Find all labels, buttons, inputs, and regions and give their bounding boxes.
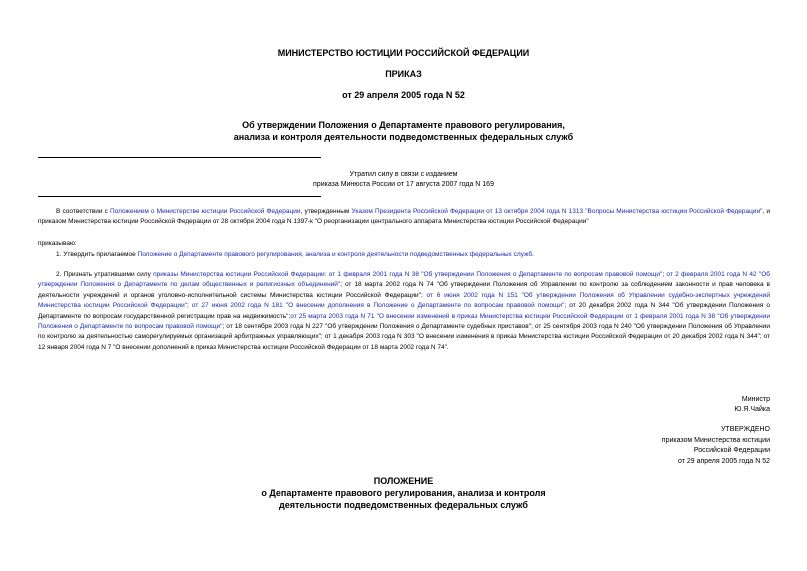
item2-text-5: ; от 20 декабря 2002 года N 344 "Об утверждении Положения о Департаменте по вопросам государственной регистрации прав на недвижимость";: [38, 302, 770, 320]
approval-block: [560, 425, 770, 467]
link-order-71[interactable]: от 25 марта 2003 года N 71 "О внесении изменений в приказ Министерства юстиции Российской Федерации от 1 февраля 2001 года N 38 "Об утверждении Положения о Департаменте по вопросам правовой помощи": [38, 312, 770, 331]
item1-text-2: .: [532, 251, 534, 258]
ministry-heading: МИНИСТЕРСТВО ЮСТИЦИИ РОССИЙСКОЙ ФЕДЕРАЦИИ: [277, 48, 530, 58]
order-heading: ПРИКАЗ: [385, 69, 422, 79]
link-ministry-regulation[interactable]: Положением о Министерстве юстиции Российской Федерации: [109, 208, 301, 215]
link-order-151[interactable]: от 6 июня 2002 года N 151 "Об утверждении Положения об Управлении судебно-экспертных учреждений Министерства юстиции Российской Федерации": [38, 291, 770, 310]
preamble-text-1: В соответствии с: [56, 208, 110, 215]
order-word: приказываю:: [38, 240, 77, 247]
signature-block: [560, 395, 770, 415]
regulation-heading: [0, 475, 807, 511]
approved-line2: Российской Федерации: [693, 447, 770, 454]
preamble-text-2: , утвержденным: [300, 208, 352, 215]
item-1: [38, 250, 770, 260]
link-order-181[interactable]: от 27 июня 2002 года N 181 "О внесении дополнения в Положение о Департаменте по вопросам правовой помощи": [191, 302, 565, 310]
signature-name: Ю.Я.Чайка: [734, 406, 770, 413]
item2-text-1: 2. Признать утратившими силу: [56, 271, 154, 278]
status-line1: Утратил силу в связи с изданием: [349, 171, 458, 178]
item1-text-1: 1. Утвердить прилагаемое: [56, 251, 138, 258]
regulation-line1: о Департаменте правового регулирования, анализа и контроля: [261, 488, 546, 498]
approved-word: УТВЕРЖДЕНО: [720, 426, 770, 433]
item2-text-6: ; от 18 сентября 2003 года N 227 "Об утверждении Положения о Департаменте судебных приставов"; от 25 сентября 2003 года N 240 "Об утверждении Положения об Управлении по контролю за деятельностью саморегулируемых организаций арбитражных управляющих"; от 1 декабря 2003 года N 303 "О внесении изменения в приказ Министерства юстиции Российской Федерации от 20 декабря 2002 года N 344"; от 12 января 2004 года N 7 "О внесении дополнений в приказ Министерства юстиции Российской Федерации от 18 марта 2002 года N 74".: [38, 323, 770, 351]
signature-position: Министр: [741, 396, 770, 403]
item-2: [38, 270, 770, 353]
item2-text-4: ;: [187, 302, 192, 310]
item2-text-3: ; от 18 марта 2002 года N 74 "Об утверждении Положения об Управлении по контролю за соблюдением законности и прав человека в деятельности учреждений и органов уголовно-исполнительной системы Министерства юстиции Российской Федерации";: [38, 281, 770, 299]
divider-top: [38, 157, 321, 158]
item2-text-2: ;: [662, 271, 667, 278]
link-approved-regulation[interactable]: Положение о Департаменте правового регулирования, анализа и контроля деятельности подведомственных федеральных служб: [137, 251, 533, 258]
status-line2: приказа Минюста России от 17 августа 2007 года N 169: [313, 181, 494, 188]
approved-line1: приказом Министерства юстиции: [661, 436, 770, 444]
link-order-38[interactable]: приказы Министерства юстиции Российской Федерации: от 1 февраля 2001 года N 38 "Об утверждении Положения о Департаменте по вопросам правовой помощи": [153, 271, 663, 278]
order-date-number: от 29 апреля 2005 года N 52: [342, 90, 465, 100]
preamble-text-3: , и приказом Министерства юстиции Российской Федерации от 28 октября 2004 года N 1397-к "О реорганизации центрального аппарата Министерства юстиции Российской Федерации": [38, 208, 771, 226]
approved-line3: от 29 апреля 2005 года N 52: [677, 457, 770, 465]
order-title-line2: анализа и контроля деятельности подведомственных федеральных служб: [233, 132, 574, 142]
preamble-paragraph: [38, 207, 770, 228]
link-presidential-decree[interactable]: Указом Президента Российской Федерации от 13 октября 2004 года N 1313 "Вопросы Министерства юстиции Российской Федерации": [351, 208, 763, 215]
regulation-line2: деятельности подведомственных федеральных служб: [279, 500, 528, 510]
divider-bottom: [38, 196, 321, 197]
regulation-title: ПОЛОЖЕНИЕ: [373, 476, 434, 486]
order-title: [0, 119, 807, 143]
status-note: [0, 170, 807, 190]
order-title-line1: Об утверждении Положения о Департаменте правового регулирования,: [242, 120, 565, 130]
link-order-42[interactable]: от 2 февраля 2001 года N 42 "Об утверждении Положения о Департаменте по делам общественных и религиозных объединений": [38, 271, 770, 289]
